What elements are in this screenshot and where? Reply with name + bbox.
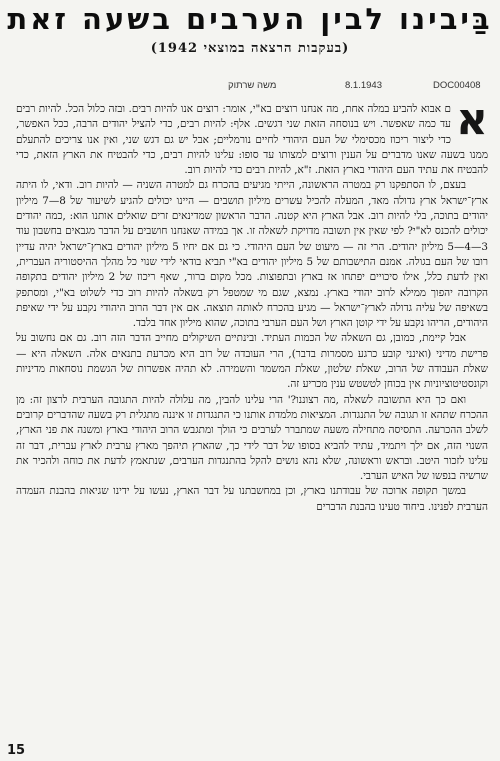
- article-headline: בַּיבינו לבין הערבים בשעה זאת: [7, 2, 493, 36]
- body-paragraph: במשך תקופה ארוכה של עבודתנו בארץ, וכן במחשבתנו על דבר הארץ, נעשו על ידינו שגיאות בהבנת העמדה הערבית לפנינו. ביחוד טעינו בהבנת הדברים: [16, 485, 488, 513]
- document-date: 8.1.1943: [345, 80, 382, 91]
- body-paragraph: ואם כך היא התשובה לשאלה ,מה רצוננו?' הרי עלינו להבין, מה עלולה להיות התגובה הערבית לרצון זה: מן ההכרח שתהא זו תגובה של התנגדות. המציאות מלמדת אותנו כי התנגדות זו איננה מתגלית רק בשעה שהדברים קרובים לשלב ההכרעה. התסיסה מתחילה משעה שמתברר לערבים כי הולך ומתגבש הרוב היהודי בארץ ומשנה את פני הארץ, השנוי הזה, אם ילך ויתמיד, עתיד להביא בסופו של דבר לידי כך, שהארץ תיהפך מארץ ערבית לארץ עברית, דבר זה עלינו לזכור היטב. ובראש וראשונה, שלא נהא נושים להקל בהתנגדות הערבים, שנתאמץ לדעת את כוחה ולהכיר את שרשיה בנפשו של האיש הערבי.: [16, 393, 488, 483]
- article-subheadline: (בעקבות הרצאה במוצאי 1942): [150, 41, 350, 56]
- document-author: משה שרתוק: [228, 80, 277, 91]
- body-paragraph: אבל קיימת, כמובן, גם השאלה של הכמות העתיד. ובינתיים השיקולים מחייב הדבר הזה רוב. גם אם נחשוב על פרישת מדיני (ואינני קובע כרגע מסמרות בדבר), הרי העובדה של רוב היא מכרעת בתנאים אלה. השאלה היא — שאלת העבודה של הרוב, שאלת שלטון, שאלת המשמר והשמירה. לא תהיה אפשרות של הגשמת נוסחאות מדיניות וקונסטיטוציוניות אין בכוחן לטשטש ענין מכריע זה.: [16, 332, 488, 391]
- body-paragraph-text: ם אבוא להביע במלה אחת, מה אנחנו רוצים בא"י, אומר: רוצים אנו להיות רבים. ובזה כלול הכל. להיות רבים עד כמה שאפשר. ויש בנוסחה הזאת שני דגשים. אלף: להיות רבים, כדי להציל יהודים הרבה, ככל האפשר, כדי ליצור ריכוז מכסימלי של העם היהודי לחיים נורמליים; אבל יש גם דגש שני, ואין אנו צריכים להתעלם ממנו בשעה שאנו מדברים על הענין ורוצים למצותו עד סופו: עלינו להיות רבים, כדי להבטיח את הארץ הזאת, כדי להבטיח את עתיד העם היהודי בארץ הזאת. ז"א, להיות רבים כדי להיות רוב.: [16, 103, 488, 177]
- page-number: 15: [7, 743, 26, 758]
- article-body: [16, 102, 488, 739]
- document-id: DOC00408: [433, 80, 481, 91]
- document-metadata-row: [0, 76, 500, 96]
- body-paragraph: בעצם, לו הסתפקנו רק במטרה הראשונה, הייתי מגיעים בהכרח גם למטרה השניה — להיות רוב. ודאי, לו היתה ארץ־ישראל ארץ גדולה מאד, המעלה להכיל עשרים מיליון תושבים — היינו יכולים להגיע לשיעור של 8—7 מיליון יהודים בתוכה, בלי להיות רוב. אבל הארץ היא קטנה. הדבר הראשון שמדינאים זרים שואלים אותנו הוא: ,כמה יהודים יכולים להכנס לא"י? לפי שאין אין תשובה מדויקת לשאלה זו. אך במידה שאנחנו חושבים על הדבר מגבאים בחשבון עוד 3—4—5 מיליון יהודים. הרי זה — מיעוט של העם היהודי. כי גם אם יחיו 5 מיליון יהודים בארץ־ישראל יהיה עדיין רובו של העם בגולה. אמנם התישבותם של 5 מיליון יהודים בא"י תביא בודאי לידי שנוי כל מהלך ההיסטוריה העברית, ואין לדעת כלל, אילו סיכויים יפתחו אז בארץ ובתפוצות. מכל מקום ברור, שאף ריכוז של 2 מיליון יהודים בתקופה הקרובה יהפוך ממילא לרוב יהודי בארץ. נמצא, שגם מי שמטפל רק בשאלה להיות רוב כדי לשלוט בא"י, ומסתפק בשאיפה של עליה גדולה לארץ־ישראל — מגיע בהכרח לאותה תוצאה. אם אין דבר הרוב היהודי נקבע על ידי שאיפת היהודים, הריהו נקבע על ידי קוטן הארץ ושל העם הערבי בתוכה, שהוא מיליון אחד בלבד.: [16, 179, 488, 330]
- drop-cap: א: [455, 102, 488, 145]
- body-paragraph: [16, 102, 488, 178]
